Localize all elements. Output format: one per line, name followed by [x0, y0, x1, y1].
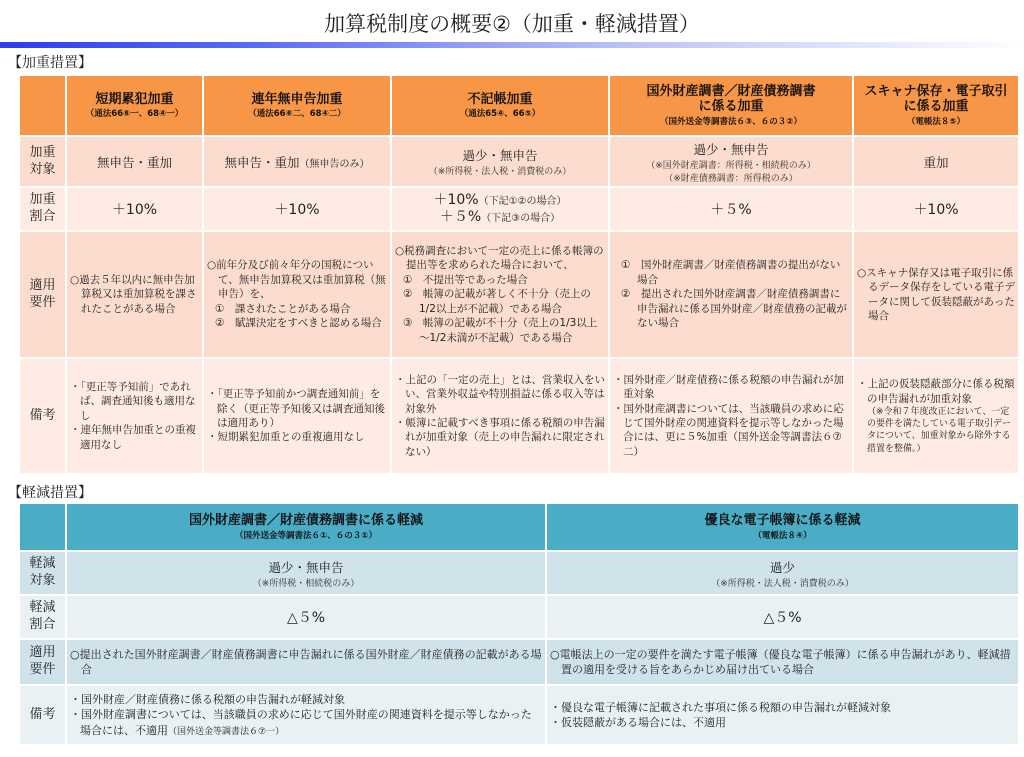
table-cell: ＋10%（下記①②の場合） ＋５%（下記③の場合）	[392, 188, 608, 230]
header-col-e-book-reduction: 優良な電子帳簿に係る軽減 （電帳法８④）	[547, 504, 1018, 550]
table-cell: ○前年分及び前々年分の国税について、無申告加算税又は重加算税（無申告）を、 ① 課されたことがある場合 ② 賦課決定をすべきと認める場合	[204, 232, 390, 357]
title-underline-bar	[0, 42, 1024, 48]
header-col-no-bookkeeping: 不記帳加重 （通法65④、66⑤）	[392, 76, 608, 135]
header-col-scanner: スキャナ保存・電子取引 に係る加重 （電帳法８⑤）	[854, 76, 1018, 135]
kaju-row-target	[20, 137, 1018, 186]
header-col-consecutive: 連年無申告加重 （通法66⑥二、68④二）	[204, 76, 390, 135]
table-cell: ① 国外財産調書／財産債務調書の提出がない場合 ② 提出された国外財産調書／財産債務調書に申告漏れに係る国外財産／財産債務の記載がない場合	[610, 232, 852, 357]
table-cell: 無申告・重加（無申告のみ）	[204, 137, 390, 186]
keigen-table	[18, 502, 1020, 746]
kaju-header-row	[20, 76, 1018, 135]
row-label: 備考	[20, 359, 65, 473]
row-label: 適用 要件	[20, 640, 65, 684]
section-label-kaju: 【加重措置】	[8, 55, 92, 71]
table-cell: ○過去５年以内に無申告加算税又は重加算税を課されたことがある場合	[67, 232, 202, 357]
table-cell: 過少 （※所得税・法人税・消費税のみ）	[547, 552, 1018, 594]
table-cell: ○提出された国外財産調書／財産債務調書に申告漏れに係る国外財産／財産債務の記載がある場合	[67, 640, 545, 684]
table-cell: ・ 「更正等予知前」であれば、調査通知後も適用なし ・ 連年無申告加重との重複適用なし	[67, 359, 202, 473]
table-cell: ・ 上記の「一定の売上」とは、営業収入をいい、営業外収益や特別損益に係る収入等は対象外 ・ 帳簿に記載すべき事項に係る税額の申告漏れが加重対象（売上の申告漏れに限定されない）	[392, 359, 608, 473]
keigen-row-remarks	[20, 686, 1018, 744]
table-cell: 重加	[854, 137, 1018, 186]
table-cell: 無申告・重加	[67, 137, 202, 186]
table-cell: ・ 国外財産／財産債務に係る税額の申告漏れが加重対象 ・ 国外財産調書については、当該職員の求めに応じて国外財産の関連資料を提示等しなかった場合には、更に５%加重（国外送金等調書法６⑦二）	[610, 359, 852, 473]
table-cell: ・ 「更正等予知前かつ調査通知前」を除く（更正等予知後又は調査通知後は適用あり） ・ 短期累犯加重との重複適用なし	[204, 359, 390, 473]
keigen-row-rate	[20, 596, 1018, 638]
table-cell: 過少・無申告 （※所得税・法人税・消費税のみ）	[392, 137, 608, 186]
row-label: 備考	[20, 686, 65, 744]
row-label: 加重 割合	[20, 188, 65, 230]
row-label: 適用 要件	[20, 232, 65, 357]
page-title: 加算税制度の概要②（加重・軽減措置）	[324, 12, 700, 36]
table-cell: △５%	[67, 596, 545, 638]
keigen-header-row	[20, 504, 1018, 550]
table-cell: 過少・無申告 （※国外財産調書：所得税・相続税のみ） （※財産債務調書：所得税のみ）	[610, 137, 852, 186]
table-cell: ・ 優良な電子帳簿に記載された事項に係る税額の申告漏れが軽減対象 ・ 仮装隠蔽がある場合には、不適用	[547, 686, 1018, 744]
table-cell: ・ 国外財産／財産債務に係る税額の申告漏れが軽減対象 ・ 国外財産調書については、当該職員の求めに応じて国外財産の関連資料を提示等しなかった場合には、不適用（国外送金等調書法６⑦一）	[67, 686, 545, 744]
header-col-foreign-assets: 国外財産調書／財産債務調書 に係る加重 （国外送金等調書法６③、６の３②）	[610, 76, 852, 135]
table-cell: ＋10%	[204, 188, 390, 230]
section-label-keigen: 【軽減措置】	[8, 485, 92, 501]
keigen-row-target	[20, 552, 1018, 594]
header-corner	[20, 504, 65, 550]
kaju-table	[18, 74, 1020, 475]
table-cell: ＋５%	[610, 188, 852, 230]
table-cell: ・ 上記の仮装隠蔽部分に係る税額の申告漏れが加重対象 （※令和７年度改正において、一定の要件を満たしている電子取引データについて、加重対象から除外する措置を整備。）	[854, 359, 1018, 473]
table-cell: ＋10%	[854, 188, 1018, 230]
header-corner	[20, 76, 65, 135]
row-label: 軽減 対象	[20, 552, 65, 594]
kaju-row-remarks	[20, 359, 1018, 473]
kaju-row-rate	[20, 188, 1018, 230]
row-label: 加重 対象	[20, 137, 65, 186]
table-cell: 過少・無申告 （※所得税・相続税のみ）	[67, 552, 545, 594]
keigen-row-requirement	[20, 640, 1018, 684]
header-col-foreign-assets-reduction: 国外財産調書／財産債務調書に係る軽減 （国外送金等調書法６①、６の３①）	[67, 504, 545, 550]
table-cell: ○スキャナ保存又は電子取引に係るデータ保存をしている電子データに関して仮装隠蔽があった場合	[854, 232, 1018, 357]
table-cell: ○電帳法上の一定の要件を満たす電子帳簿（優良な電子帳簿）に係る申告漏れがあり、軽減措置の適用を受ける旨をあらかじめ届け出ている場合	[547, 640, 1018, 684]
table-cell: ○税務調査において一定の売上に係る帳簿の提出等を求められた場合において、 ① 不提出等であった場合 ② 帳簿の記載が著しく不十分（売上の1/2以上が不記載）である場合 ③ 帳簿の記載が不十分（売上の1/3以上～1/2未満が不記載）である場合	[392, 232, 608, 357]
table-cell: ＋10%	[67, 188, 202, 230]
header-col-short-term: 短期累犯加重 （通法66⑥一、68④一）	[67, 76, 202, 135]
table-cell: △５%	[547, 596, 1018, 638]
kaju-row-requirement	[20, 232, 1018, 357]
row-label: 軽減 割合	[20, 596, 65, 638]
